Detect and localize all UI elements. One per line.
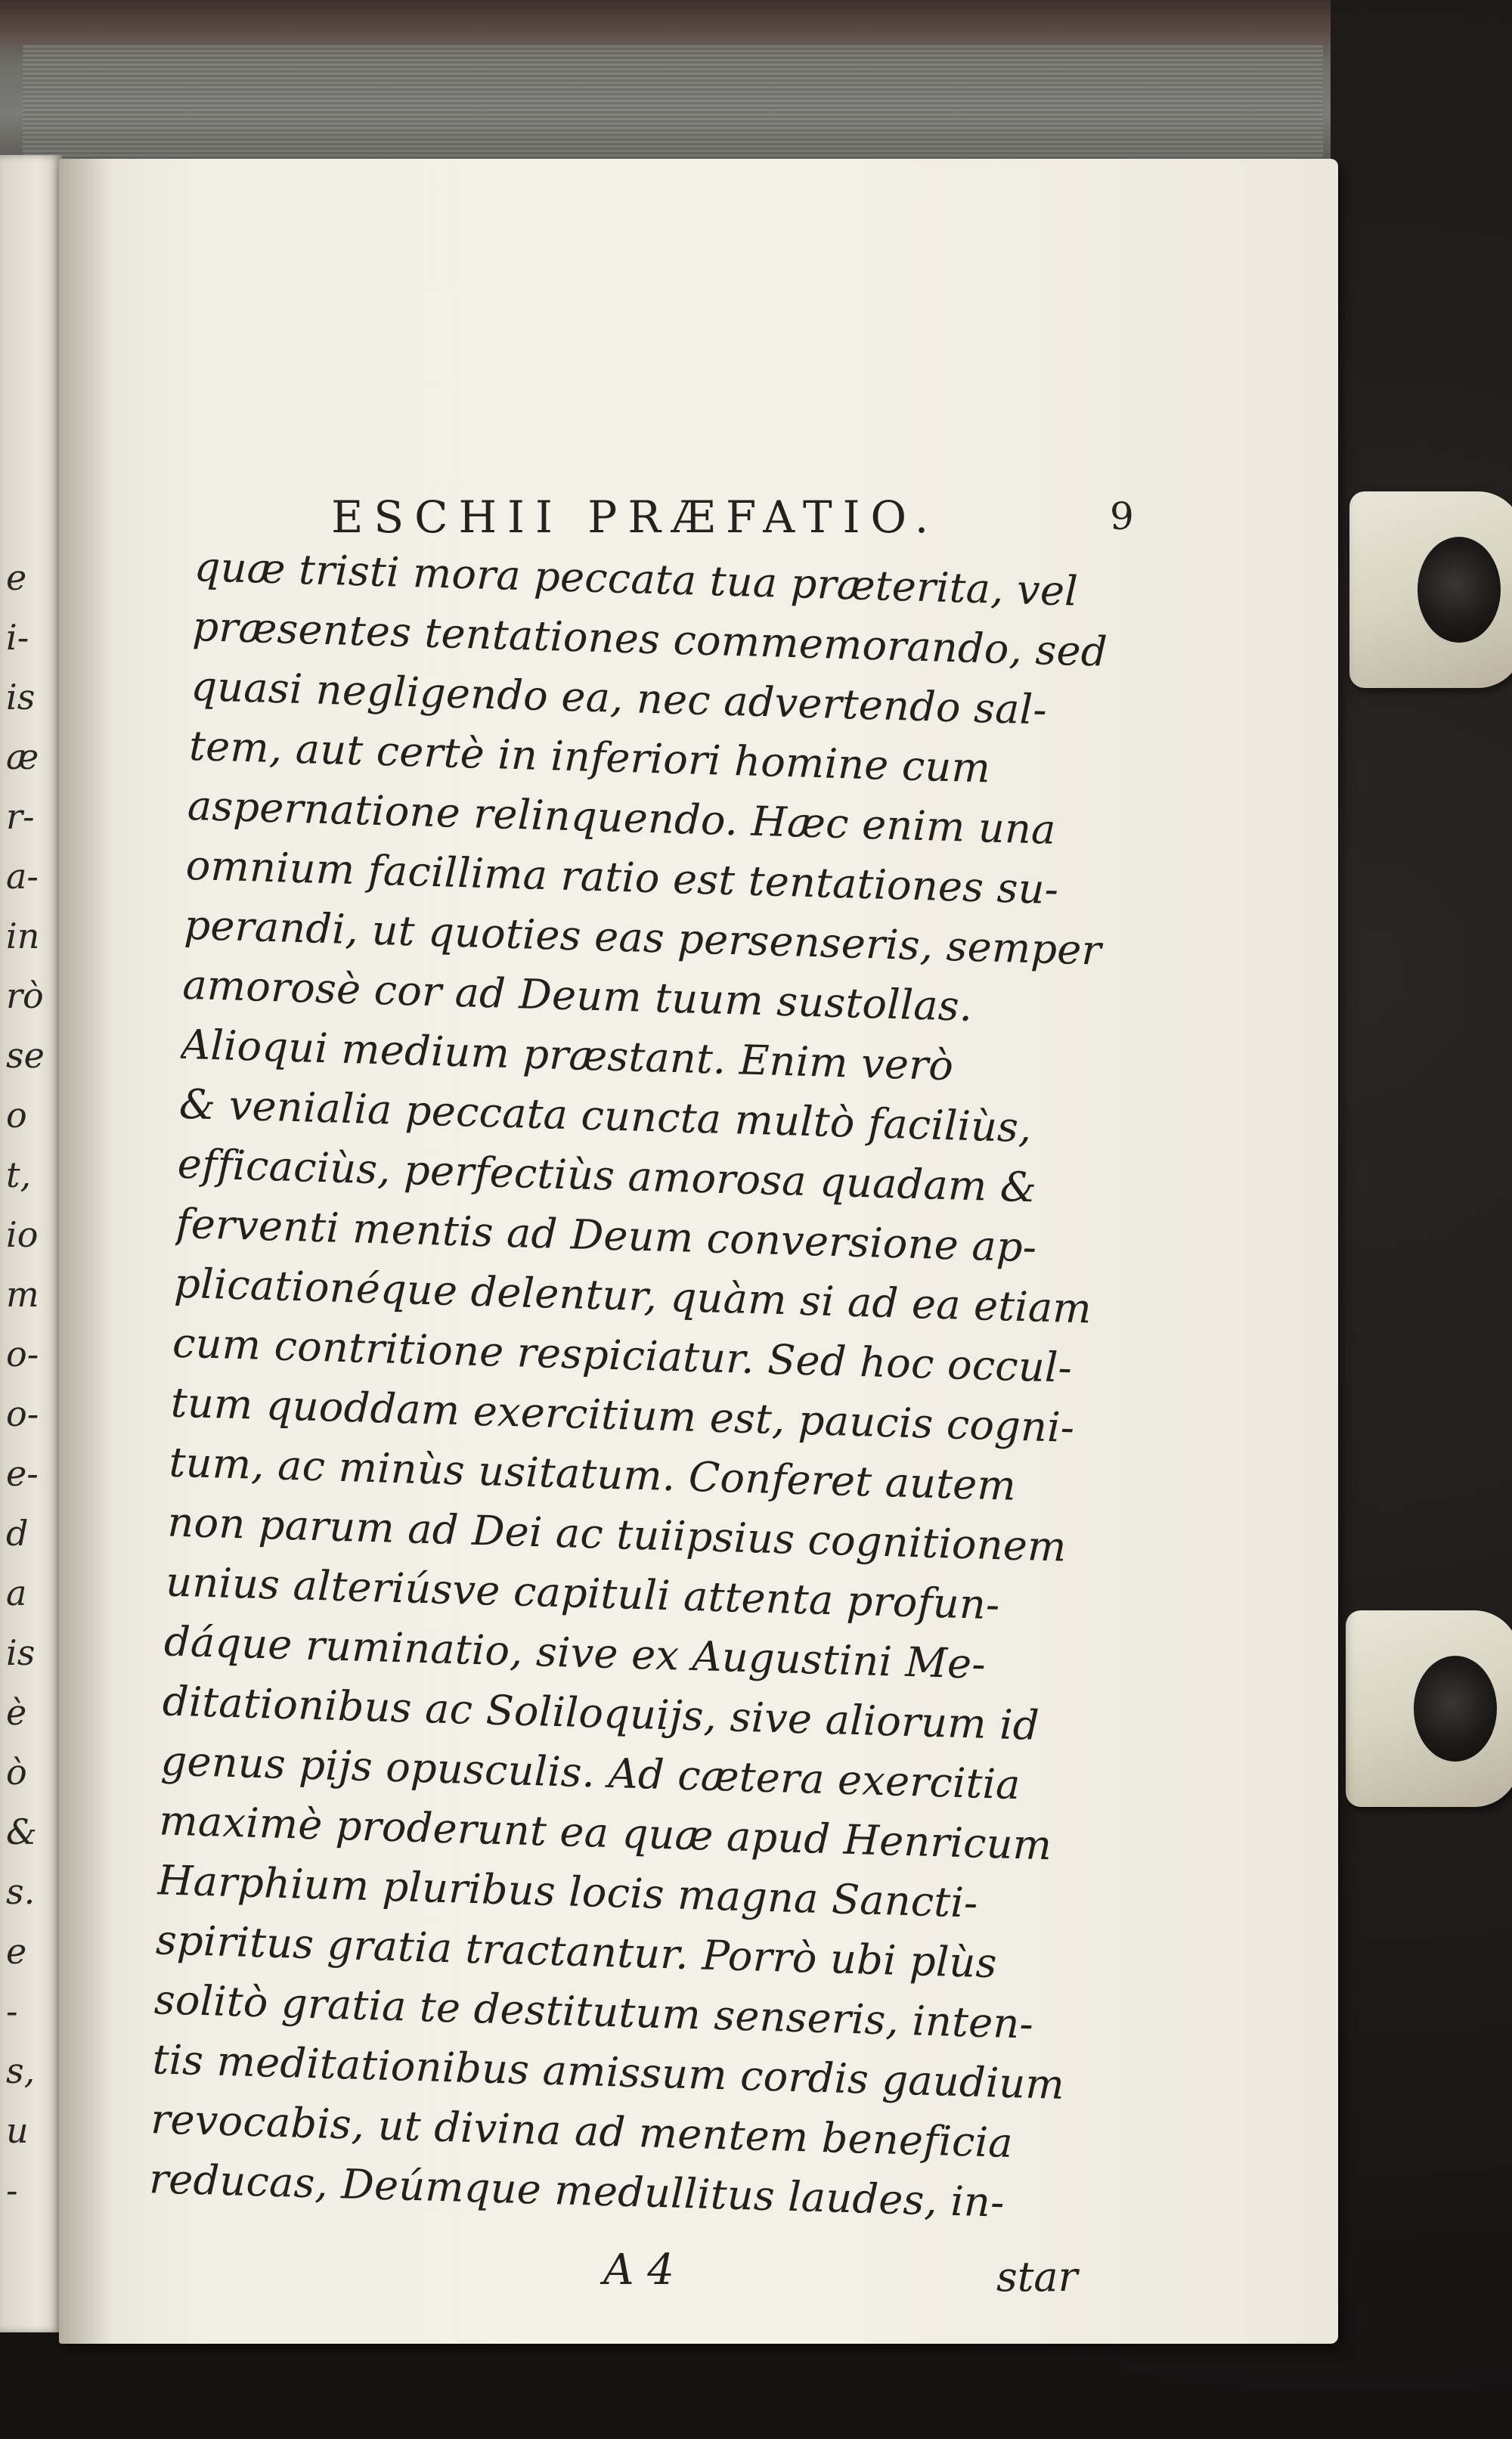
text-line: Alioqui medium præstant. Enim verò <box>180 1020 955 1090</box>
left-page-fragment: æ <box>6 736 39 777</box>
text-line: ditationibus ac Soliloquijs, sive aliorum id <box>162 1677 1040 1749</box>
text-line: amorosè cor ad Deum tuum sustollas. <box>181 960 974 1030</box>
text-line: tis meditationibus amissum cordis gaudium <box>151 2035 1065 2109</box>
book-top-edge <box>0 0 1331 163</box>
text-line: tum, ac minùs usitatum. Conferet autem <box>168 1438 1017 1510</box>
text-line: cum contritione respiciatur. Sed hoc occul- <box>172 1319 1074 1392</box>
left-page-fragment: o- <box>6 1334 39 1374</box>
text-line: quasi negligendo ea, nec advertendo sal- <box>190 662 1048 734</box>
left-page-fragment: a <box>6 1573 27 1613</box>
text-line: revocabis, ut divina ad mentem beneficia <box>150 2095 1014 2168</box>
upper-clasp <box>1349 491 1512 688</box>
text-line: aspernatione relinquendo. Hæc enim una <box>187 781 1057 854</box>
left-page-fragment: io <box>6 1214 39 1255</box>
left-page-fragment: se <box>6 1035 45 1076</box>
left-page-fragment: rò <box>6 975 44 1016</box>
folio-number: 9 <box>1110 494 1134 538</box>
left-page-fragment: r- <box>6 796 35 837</box>
left-page-fragment: u <box>6 2110 29 2151</box>
text-line: tum quoddam exercitium est, paucis cogni- <box>170 1378 1076 1452</box>
left-page-fragment: s, <box>6 2050 36 2091</box>
text-line: Harphium pluribus locis magna Sancti- <box>156 1856 979 1927</box>
text-line: quæ tristi mora peccata tua præterita, vel <box>194 542 1079 615</box>
text-line: tem, aut certè in inferiori homine cum <box>188 721 991 792</box>
text-line: spiritus gratia tractantur. Porrò ubi plùs <box>155 1916 998 1988</box>
text-line: non parum ad Dei ac tuiipsius cognitionem <box>166 1498 1067 1571</box>
gutter-shadow <box>59 159 112 2344</box>
text-line: solitò gratia te destitutum senseris, inten- <box>153 1976 1034 2048</box>
text-line: dáque ruminatio, sive ex Augustini Me- <box>163 1617 987 1688</box>
catchword: star <box>996 2253 1078 2301</box>
left-page-fragment: d <box>6 1513 29 1554</box>
text-line: efficaciùs, perfectiùs amorosa quadam & <box>176 1139 1038 1212</box>
left-page-edge <box>0 155 62 2332</box>
text-line: perandi, ut quoties eas persenseris, semper <box>183 900 1102 975</box>
text-line: omnium facillima ratio est tentationes su- <box>184 841 1060 914</box>
text-line: maximè proderunt ea quæ apud Henricum <box>158 1796 1053 1870</box>
text-line: ferventi mentis ad Deum conversione ap- <box>175 1199 1038 1272</box>
left-page-fragment: è <box>6 1692 27 1733</box>
left-page-fragment: t, <box>6 1154 32 1195</box>
text-line: præsentes tentationes commemorando, sed <box>191 602 1108 676</box>
left-page-fragment: ò <box>6 1752 27 1793</box>
left-page-fragment: o <box>6 1095 27 1136</box>
left-page-fragment: e- <box>6 1453 39 1494</box>
left-page-fragment: i- <box>6 617 29 658</box>
upper-clasp-knob <box>1418 537 1501 643</box>
lower-clasp <box>1346 1610 1512 1807</box>
left-page-fragment: e <box>6 557 27 598</box>
left-page-fragment: o- <box>6 1393 39 1434</box>
left-page-fragment: is <box>6 1632 36 1673</box>
page-edges <box>23 45 1323 159</box>
left-page-fragment: & <box>6 1811 37 1852</box>
left-page-fragment: e <box>6 1931 27 1972</box>
lower-clasp-knob <box>1414 1656 1497 1762</box>
left-page-fragment: s. <box>6 1871 36 1912</box>
left-page-fragment: - <box>6 1991 18 2031</box>
text-line: & venialia peccata cuncta multò faciliùs, <box>178 1080 1033 1152</box>
left-page-fragment: m <box>6 1274 39 1315</box>
left-page-text-fragments <box>6 548 59 2221</box>
text-line: reducas, Deúmque medullitus laudes, in- <box>148 2155 1005 2227</box>
text-line: genus pijs opusculis. Ad cætera exercitia <box>160 1737 1021 1809</box>
body-text <box>148 537 1139 2235</box>
left-page-fragment: is <box>6 677 36 717</box>
signature-mark: A 4 <box>603 2245 674 2295</box>
right-page <box>59 159 1338 2344</box>
left-page-fragment: - <box>6 2170 18 2211</box>
text-line: plicationéque delentur, quàm si ad ea etiam <box>173 1259 1092 1333</box>
text-line: unius alteriúsve capituli attenta profun- <box>165 1557 1001 1629</box>
left-page-fragment: a- <box>6 856 39 897</box>
running-head: ESCHII PRÆFATIO. <box>331 491 940 543</box>
left-page-fragment: in <box>6 916 40 956</box>
